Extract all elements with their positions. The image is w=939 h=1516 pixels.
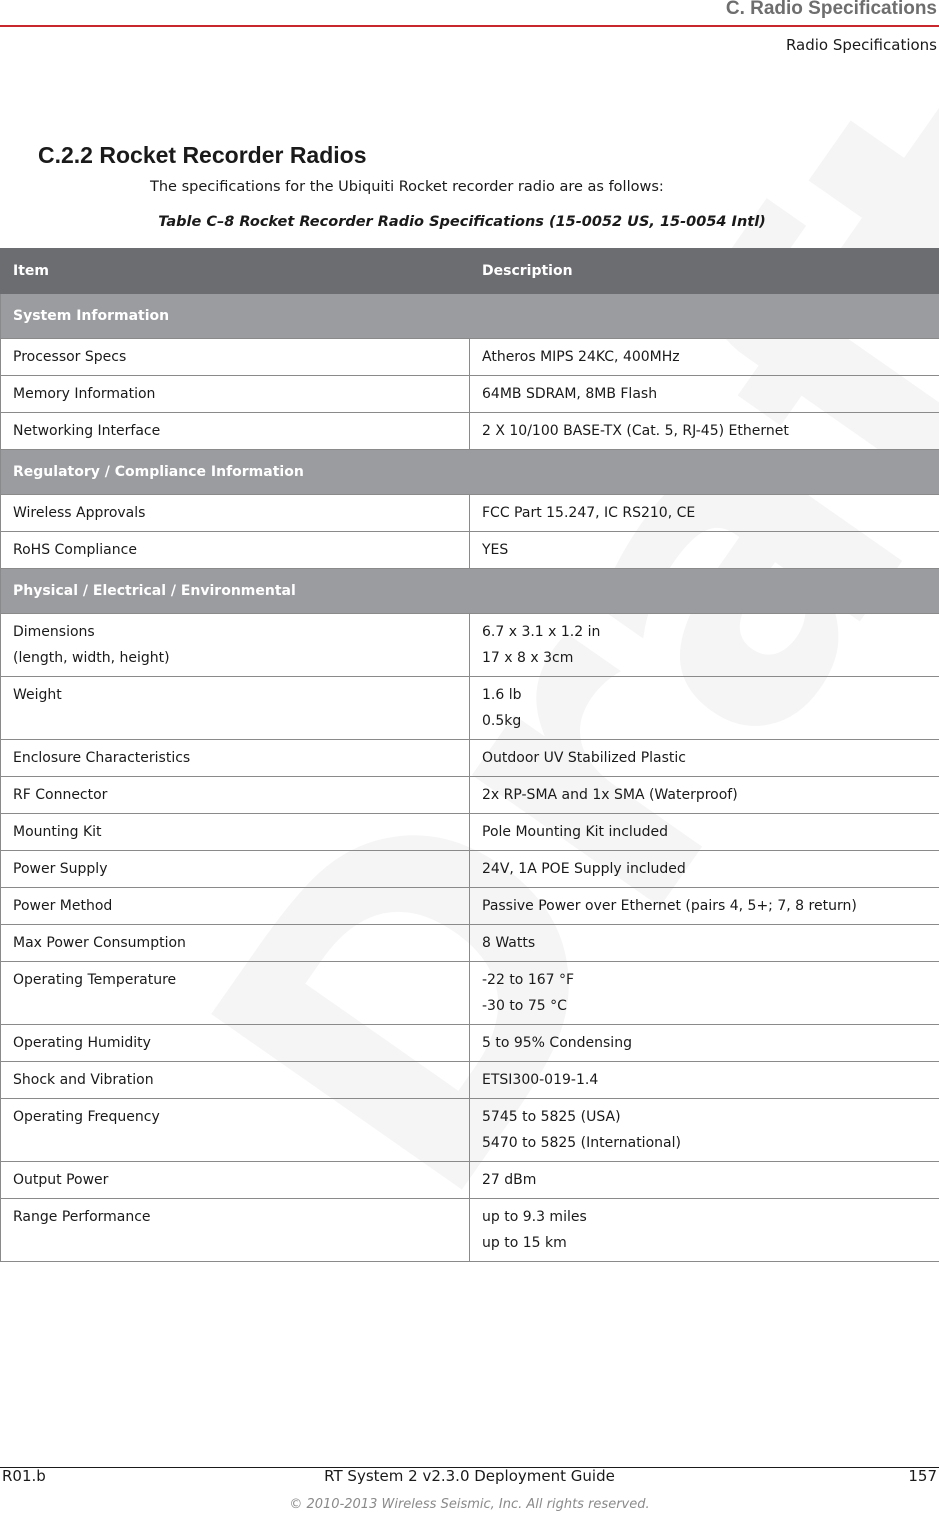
item-cell <box>1 339 470 376</box>
item-cell <box>1 1025 470 1062</box>
table-row <box>1 1099 939 1162</box>
table-row <box>1 814 939 851</box>
item-cell-line: (length, width, height) <box>13 650 170 666</box>
table-row <box>1 677 939 740</box>
table-row <box>1 495 939 532</box>
table-row <box>1 740 939 777</box>
description-cell-line: 64MB SDRAM, 8MB Flash <box>482 386 658 402</box>
description-cell <box>470 925 939 962</box>
item-cell <box>1 1162 470 1199</box>
item-cell-line: Processor Specs <box>13 349 127 365</box>
item-cell <box>1 532 470 569</box>
table-row <box>1 1025 939 1062</box>
description-cell-line: -22 to 167 °F <box>482 972 575 988</box>
section-title: C.2.2 Rocket Recorder Radios <box>38 142 367 168</box>
intro-paragraph: The specifications for the Ubiquiti Rocket recorder radio are as follows: <box>150 179 664 195</box>
table-row <box>1 777 939 814</box>
item-cell <box>1 851 470 888</box>
item-cell-line: Operating Humidity <box>13 1035 151 1051</box>
table-row <box>1 376 939 413</box>
item-cell-line: Operating Frequency <box>13 1109 160 1125</box>
item-cell <box>1 814 470 851</box>
description-cell-line: 5 to 95% Condensing <box>482 1035 632 1051</box>
footer-page-number: 157 <box>908 1467 937 1485</box>
item-cell <box>1 777 470 814</box>
item-cell <box>1 925 470 962</box>
description-cell <box>470 532 939 569</box>
spec-table <box>0 248 939 1262</box>
header-chapter-title: C. Radio Specifications <box>725 0 937 19</box>
item-cell-line: Power Method <box>13 898 113 914</box>
item-cell-line: RoHS Compliance <box>13 542 137 558</box>
description-cell-line: YES <box>482 542 509 558</box>
table-caption: Table C–8 Rocket Recorder Radio Specifications (15-0052 US, 15-0054 Intl) <box>158 214 766 230</box>
description-cell <box>470 1162 939 1199</box>
table-row <box>1 888 939 925</box>
table-row <box>1 925 939 962</box>
table-group-row <box>1 450 939 495</box>
description-cell <box>470 1025 939 1062</box>
description-cell <box>470 740 939 777</box>
description-cell-line: up to 9.3 miles <box>482 1209 587 1225</box>
table-row <box>1 413 939 450</box>
item-cell-line: Dimensions <box>13 624 95 640</box>
description-cell <box>470 962 939 1025</box>
item-cell-line: Enclosure Characteristics <box>13 750 191 766</box>
item-cell-line: Mounting Kit <box>13 824 102 840</box>
item-cell-line: Wireless Approvals <box>13 505 146 521</box>
description-cell-line: 2 X 10/100 BASE-TX (Cat. 5, RJ-45) Ethernet <box>482 423 789 439</box>
item-cell <box>1 888 470 925</box>
footer-copyright: © 2010-2013 Wireless Seismic, Inc. All rights reserved. <box>289 1497 650 1512</box>
description-cell <box>470 376 939 413</box>
description-cell-line: FCC Part 15.247, IC RS210, CE <box>482 505 696 521</box>
description-cell-line: 1.6 lb <box>482 687 522 703</box>
description-cell-line: 17 x 8 x 3cm <box>482 650 574 666</box>
item-cell-line: Weight <box>13 687 62 703</box>
column-header-description: Description <box>470 249 939 294</box>
item-cell <box>1 614 470 677</box>
group-title: Regulatory / Compliance Information <box>1 450 939 495</box>
description-cell <box>470 1062 939 1099</box>
description-cell-line: 6.7 x 3.1 x 1.2 in <box>482 624 601 640</box>
description-cell-line: Atheros MIPS 24KC, 400MHz <box>482 349 680 365</box>
item-cell <box>1 677 470 740</box>
item-cell-line: Power Supply <box>13 861 108 877</box>
item-cell-line: Networking Interface <box>13 423 161 439</box>
item-cell-line: Range Performance <box>13 1209 151 1225</box>
table-group-row <box>1 569 939 614</box>
item-cell-line: Operating Temperature <box>13 972 177 988</box>
item-cell <box>1 1199 470 1262</box>
item-cell-line: Output Power <box>13 1172 109 1188</box>
table-group-row <box>1 294 939 339</box>
description-cell <box>470 677 939 740</box>
description-cell-line: 0.5kg <box>482 713 522 729</box>
table-row <box>1 1062 939 1099</box>
table-header-row <box>1 249 939 294</box>
item-cell <box>1 1099 470 1162</box>
item-cell-line: Max Power Consumption <box>13 935 186 951</box>
description-cell-line: 24V, 1A POE Supply included <box>482 861 686 877</box>
description-cell <box>470 1199 939 1262</box>
description-cell <box>470 614 939 677</box>
description-cell-line: 8 Watts <box>482 935 536 951</box>
column-header-item: Item <box>1 249 470 294</box>
description-cell <box>470 777 939 814</box>
description-cell-line: up to 15 km <box>482 1235 567 1251</box>
description-cell-line: 27 dBm <box>482 1172 537 1188</box>
item-cell-line: RF Connector <box>13 787 108 803</box>
description-cell <box>470 814 939 851</box>
description-cell-line: ETSI300-019-1.4 <box>482 1072 599 1088</box>
item-cell <box>1 740 470 777</box>
table-row <box>1 851 939 888</box>
header-rule <box>0 25 939 27</box>
item-cell <box>1 376 470 413</box>
item-cell <box>1 962 470 1025</box>
table-row <box>1 962 939 1025</box>
item-cell <box>1 495 470 532</box>
description-cell <box>470 1099 939 1162</box>
description-cell-line: 5470 to 5825 (International) <box>482 1135 681 1151</box>
table-row <box>1 532 939 569</box>
table-row <box>1 1199 939 1262</box>
footer-revision: R01.b <box>2 1467 46 1485</box>
description-cell-line: Outdoor UV Stabilized Plastic <box>482 750 686 766</box>
description-cell <box>470 851 939 888</box>
description-cell <box>470 339 939 376</box>
description-cell-line: Passive Power over Ethernet (pairs 4, 5+; 7, 8 return) <box>482 898 857 914</box>
description-cell <box>470 495 939 532</box>
description-cell-line: -30 to 75 °C <box>482 998 567 1014</box>
table-row <box>1 1162 939 1199</box>
table-row <box>1 339 939 376</box>
header-section-title: Radio Specifications <box>785 36 937 54</box>
group-title: System Information <box>1 294 939 339</box>
table-row <box>1 614 939 677</box>
item-cell <box>1 413 470 450</box>
group-title: Physical / Electrical / Environmental <box>1 569 939 614</box>
item-cell-line: Shock and Vibration <box>13 1072 154 1088</box>
item-cell <box>1 1062 470 1099</box>
description-cell <box>470 888 939 925</box>
description-cell <box>470 413 939 450</box>
table-body <box>1 294 939 1262</box>
description-cell-line: 5745 to 5825 (USA) <box>482 1109 621 1125</box>
item-cell-line: Memory Information <box>13 386 156 402</box>
description-cell-line: 2x RP-SMA and 1x SMA (Waterproof) <box>482 787 738 803</box>
description-cell-line: Pole Mounting Kit included <box>482 824 669 840</box>
footer-doc-title: RT System 2 v2.3.0 Deployment Guide <box>324 1467 615 1485</box>
